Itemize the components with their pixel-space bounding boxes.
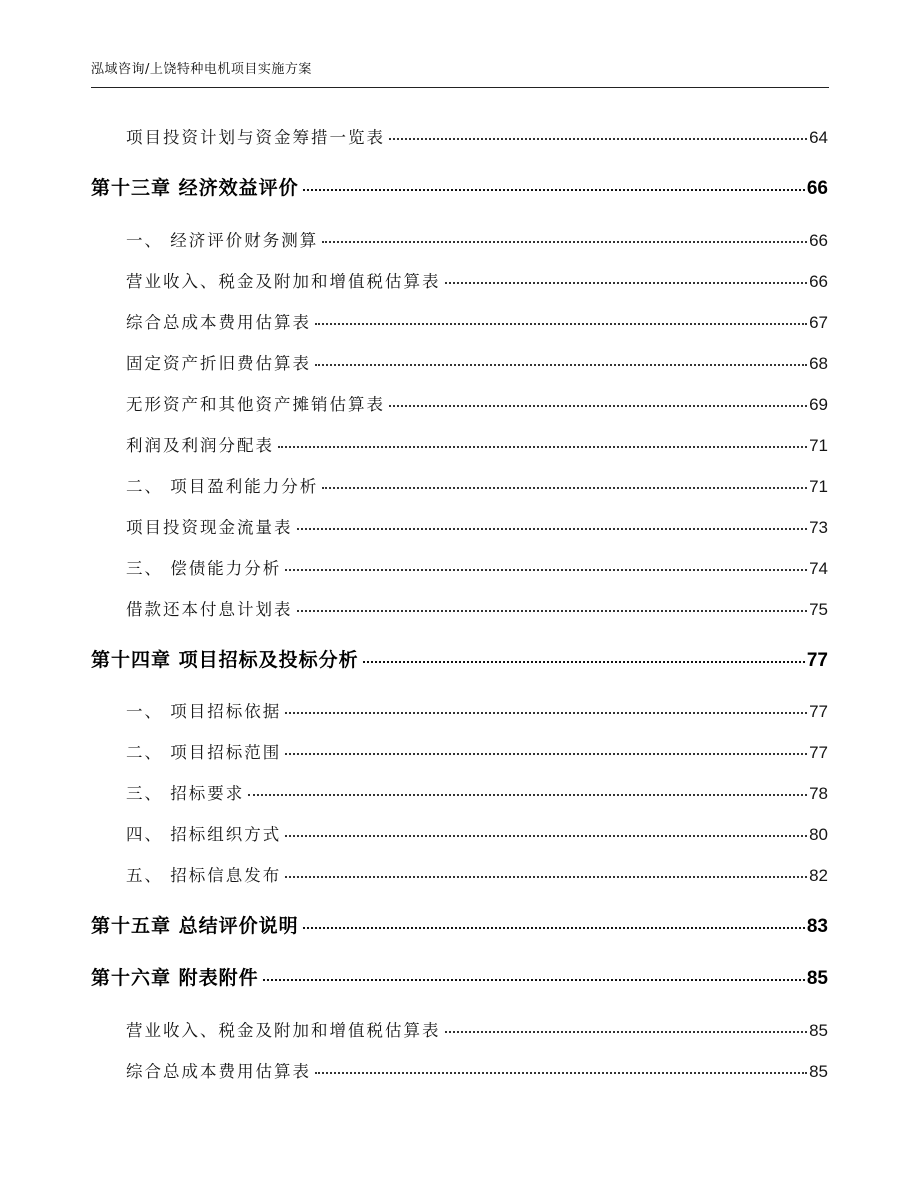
toc-entry[interactable] — [0, 227, 920, 253]
dot-leader — [297, 610, 808, 612]
toc-entry-page: 77 — [809, 743, 828, 762]
dot-leader — [285, 753, 807, 755]
toc-entry[interactable] — [0, 309, 920, 335]
dot-leader — [248, 794, 807, 796]
dot-leader — [315, 1072, 807, 1074]
dot-leader — [303, 189, 805, 191]
dot-leader — [285, 569, 807, 571]
toc-entry-label: 借款还本付息计划表 — [126, 600, 293, 619]
toc-chapter-entry[interactable] — [0, 911, 920, 941]
toc-entry-label: 五、 招标信息发布 — [126, 866, 282, 885]
toc-entry[interactable] — [0, 124, 920, 150]
toc-entry[interactable] — [0, 1058, 920, 1084]
toc-entry-label: 三、 偿债能力分析 — [126, 559, 282, 578]
toc-entry-page: 82 — [809, 866, 828, 885]
toc-entry[interactable] — [0, 514, 920, 540]
dot-leader — [363, 661, 805, 663]
toc-entry-page: 75 — [809, 600, 828, 619]
toc-chapter-entry[interactable] — [0, 645, 920, 675]
dot-leader — [445, 1031, 808, 1033]
toc-chapter-entry[interactable] — [0, 173, 920, 203]
toc-entry-label: 营业收入、税金及附加和增值税估算表 — [126, 1021, 441, 1040]
toc-entry[interactable] — [0, 862, 920, 888]
dot-leader — [263, 979, 805, 981]
toc-chapter-label: 第十四章 项目招标及投标分析 — [91, 649, 359, 671]
toc-entry-label: 项目投资现金流量表 — [126, 518, 293, 537]
toc-entry-page: 73 — [809, 518, 828, 537]
dot-leader — [315, 364, 807, 366]
toc-entry-label: 固定资产折旧费估算表 — [126, 354, 311, 373]
toc-entry-page: 74 — [809, 559, 828, 578]
toc-entry-page: 66 — [809, 272, 828, 291]
toc-entry[interactable] — [0, 473, 920, 499]
toc-chapter-page: 83 — [806, 916, 828, 937]
toc-chapter-label: 第十五章 总结评价说明 — [91, 915, 299, 937]
dot-leader — [322, 241, 807, 243]
toc-entry[interactable] — [0, 698, 920, 724]
toc-chapter-page: 77 — [806, 650, 828, 671]
dot-leader — [278, 446, 807, 448]
toc-entry-page: 66 — [809, 231, 828, 250]
toc-entry-label: 营业收入、税金及附加和增值税估算表 — [126, 272, 441, 291]
toc-entry[interactable] — [0, 432, 920, 458]
toc-entry[interactable] — [0, 739, 920, 765]
toc-entry-label: 一、 经济评价财务测算 — [126, 231, 319, 250]
toc-entry[interactable] — [0, 596, 920, 622]
dot-leader — [322, 487, 807, 489]
toc-chapter-label: 第十三章 经济效益评价 — [91, 177, 299, 199]
dot-leader — [297, 528, 808, 530]
toc-entry-label: 综合总成本费用估算表 — [126, 1062, 311, 1081]
dot-leader — [303, 927, 805, 929]
toc-entry-label: 二、 项目招标范围 — [126, 743, 282, 762]
toc-entry[interactable] — [0, 350, 920, 376]
toc-entry[interactable] — [0, 391, 920, 417]
dot-leader — [445, 282, 808, 284]
toc-entry-page: 67 — [809, 313, 828, 332]
toc-entry-page: 71 — [809, 436, 828, 455]
toc-entry-page: 85 — [809, 1062, 828, 1081]
toc-entry-page: 64 — [809, 128, 828, 147]
toc-chapter-page: 66 — [806, 178, 828, 199]
dot-leader — [285, 835, 807, 837]
toc-entry-page: 77 — [809, 702, 828, 721]
toc-entry-label: 无形资产和其他资产摊销估算表 — [126, 395, 385, 414]
toc-entry-label: 项目投资计划与资金筹措一览表 — [126, 128, 385, 147]
toc-entry-page: 69 — [809, 395, 828, 414]
toc-entry-label: 一、 项目招标依据 — [126, 702, 282, 721]
toc-chapter-label: 第十六章 附表附件 — [91, 967, 259, 989]
toc-entry-label: 三、 招标要求 — [126, 784, 245, 803]
toc-entry-label: 四、 招标组织方式 — [126, 825, 282, 844]
toc-entry-page: 85 — [809, 1021, 828, 1040]
dot-leader — [285, 712, 807, 714]
page-header-title: 泓域咨询/上饶特种电机项目实施方案 — [91, 62, 312, 77]
toc-entry-page: 80 — [809, 825, 828, 844]
toc-entry-label: 综合总成本费用估算表 — [126, 313, 311, 332]
toc-entry-label: 二、 项目盈利能力分析 — [126, 477, 319, 496]
toc-entry[interactable] — [0, 780, 920, 806]
dot-leader — [389, 138, 807, 140]
toc-chapter-entry[interactable] — [0, 963, 920, 993]
toc-entry-label: 利润及利润分配表 — [126, 436, 274, 455]
toc-chapter-page: 85 — [806, 968, 828, 989]
toc-entry-page: 78 — [809, 784, 828, 803]
toc-entry[interactable] — [0, 821, 920, 847]
dot-leader — [389, 405, 807, 407]
dot-leader — [315, 323, 807, 325]
toc-entry-page: 71 — [809, 477, 828, 496]
dot-leader — [285, 876, 807, 878]
toc-entry[interactable] — [0, 268, 920, 294]
toc-entry[interactable] — [0, 555, 920, 581]
toc-entry-page: 68 — [809, 354, 828, 373]
toc-entry[interactable] — [0, 1017, 920, 1043]
